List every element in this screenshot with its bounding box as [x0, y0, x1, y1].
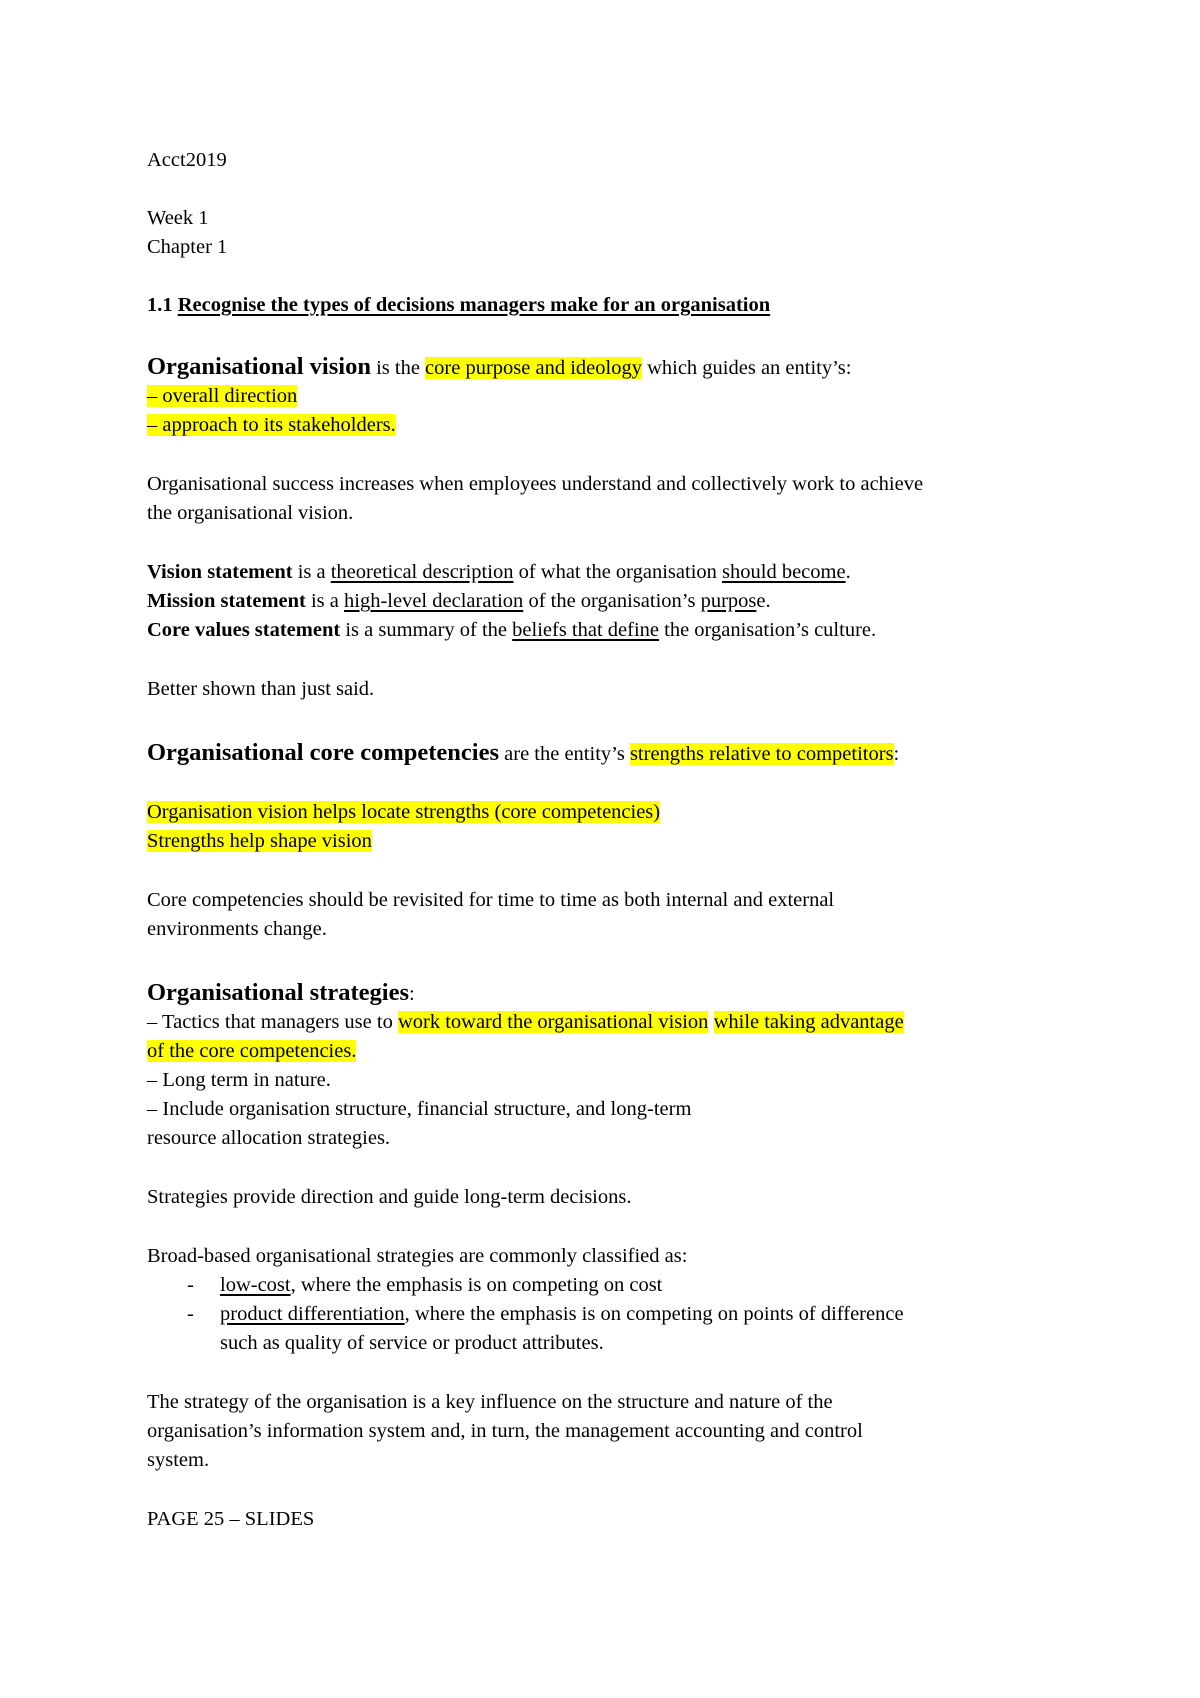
vision-definition: Organisational vision is the core purpose and ideology which guides an entity’s:	[147, 353, 852, 380]
competencies-note-2: environments change.	[147, 918, 327, 940]
conclusion-line-1: The strategy of the organisation is a key influence on the structure and nature of the	[147, 1391, 833, 1413]
vision-highlight: core purpose and ideology	[425, 357, 642, 379]
conclusion-line-3: system.	[147, 1449, 210, 1471]
vision-statement: Vision statement is a theoretical description of what the organisation should become.	[147, 561, 851, 583]
week-label: Week 1	[147, 207, 209, 229]
competencies-highlight-2: Strengths help shape vision	[147, 830, 372, 852]
competencies-definition: Organisational core competencies are the entity’s strengths relative to competitors:	[147, 739, 900, 766]
chapter-label: Chapter 1	[147, 236, 228, 258]
strategies-heading: Organisational strategies:	[147, 979, 415, 1006]
mission-statement: Mission statement is a high-level declaration of the organisation’s purpose.	[147, 590, 771, 612]
success-line-1: Organisational success increases when employees understand and collectively work to achieve	[147, 473, 924, 495]
list-item-differentiation-cont: such as quality of service or product attributes.	[220, 1332, 604, 1354]
list-bullet: -	[187, 1303, 194, 1325]
list-item-differentiation: product differentiation, where the emphasis is on competing on points of difference	[220, 1303, 904, 1325]
strategies-line-5: resource allocation strategies.	[147, 1127, 391, 1149]
core-values-statement: Core values statement is a summary of the beliefs that define the organisation’s culture.	[147, 619, 877, 641]
competencies-highlight-1: Organisation vision helps locate strengths (core competencies)	[147, 801, 661, 823]
better-shown-note: Better shown than just said.	[147, 678, 375, 700]
conclusion-line-2: organisation’s information system and, in turn, the management accounting and control	[147, 1420, 863, 1442]
course-code: Acct2019	[147, 149, 227, 171]
strategies-line-3: – Long term in nature.	[147, 1069, 331, 1091]
vision-bullet-2: – approach to its stakeholders.	[147, 414, 396, 436]
strategies-line-1: – Tactics that managers use to work toward the organisational vision while taking advantage	[147, 1011, 904, 1033]
competencies-note-1: Core competencies should be revisited for time to time as both internal and external	[147, 889, 835, 911]
list-item-low-cost: low-cost, where the emphasis is on competing on cost	[220, 1274, 663, 1296]
competencies-term: Organisational core competencies	[147, 739, 500, 766]
strategies-line-2: of the core competencies.	[147, 1040, 357, 1062]
vision-term: Organisational vision	[147, 353, 371, 380]
broad-based-intro: Broad-based organisational strategies are commonly classified as:	[147, 1245, 688, 1267]
section-title: Recognise the types of decisions managers make for an organisation	[177, 294, 771, 316]
section-number: 1.1	[147, 294, 178, 316]
list-bullet: -	[187, 1274, 194, 1296]
strategies-line-4: – Include organisation structure, financial structure, and long-term	[147, 1098, 692, 1120]
page-reference: PAGE 25 – SLIDES	[147, 1508, 315, 1530]
success-line-2: the organisational vision.	[147, 502, 354, 524]
strategies-provide: Strategies provide direction and guide long-term decisions.	[147, 1186, 632, 1208]
vision-bullet-1: – overall direction	[147, 385, 298, 407]
strategies-term: Organisational strategies	[147, 979, 409, 1006]
section-heading	[147, 292, 770, 318]
